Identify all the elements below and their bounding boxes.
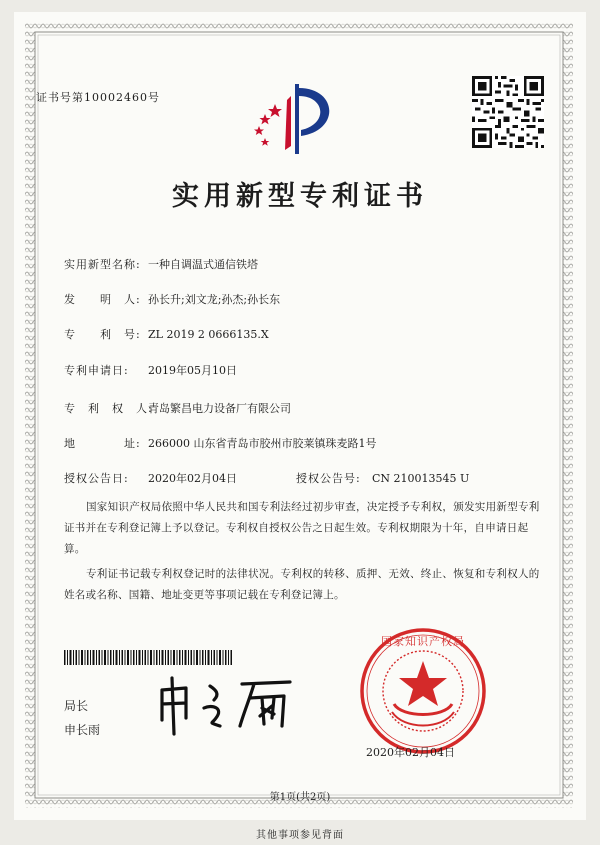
- field-grant-date: [64, 470, 237, 486]
- page-number: 第1页(共2页): [269, 792, 331, 803]
- field-value: CN 210013545 U: [372, 472, 470, 485]
- field-label: 专利申请日:: [64, 364, 129, 377]
- field-utility-model-name: [64, 256, 258, 272]
- field-inventors: [64, 291, 280, 307]
- field-label: 地 址:: [64, 437, 141, 450]
- back-note: 其他事项参见背面: [256, 830, 344, 841]
- field-label: 专 利 号:: [64, 328, 141, 341]
- field-label: 专 利 权 人:: [64, 402, 153, 415]
- certificate-title: 实用新型专利证书: [172, 181, 428, 212]
- field-value: 266000 山东省青岛市胶州市胶莱镇珠麦路1号: [148, 437, 377, 450]
- barcode-icon: [64, 650, 232, 665]
- field-value: 一种自调温式通信铁塔: [148, 258, 258, 271]
- field-label: 授权公告日:: [64, 472, 129, 485]
- field-label: 实用新型名称:: [64, 258, 141, 271]
- field-value: 2020年02月04日: [148, 472, 237, 485]
- qr-code-icon: [472, 76, 544, 148]
- director-title: 局长: [64, 699, 89, 713]
- seal-organization-text: 国家知识产权局: [381, 635, 465, 648]
- field-patent-number: [64, 326, 269, 342]
- legal-status-paragraph: 专利证书记载专利权登记时的法律状况。专利权的转移、质押、无效、终止、恢复和专利权人的姓名或名称、国籍、地址变更等事项记载在专利登记簿上。: [64, 568, 540, 601]
- director-name: 申长雨: [64, 723, 101, 737]
- field-value: 青岛繁昌电力设备厂有限公司: [148, 402, 291, 415]
- field-grant-number: [296, 470, 469, 486]
- field-label: 发 明 人:: [64, 293, 141, 306]
- grant-statement-paragraph: 国家知识产权局依照中华人民共和国专利法经过初步审查，决定授予专利权，颁发实用新型专利证书并在专利登记簿上予以登记。专利权自授权公告之日起生效。专利权期限为十年，自申请日起算。: [64, 501, 540, 555]
- field-address: [64, 435, 377, 451]
- certificate-number: 证书号第10002460号: [36, 91, 160, 104]
- field-application-date: [64, 362, 237, 378]
- field-label: 授权公告号:: [296, 472, 361, 485]
- director-signature-icon: [150, 668, 310, 738]
- field-value: ZL 2019 2 0666135.X: [148, 328, 269, 341]
- seal-date: 2020年02月04日: [366, 746, 455, 759]
- patent-office-logo-icon: [245, 76, 355, 160]
- field-value: 2019年05月10日: [148, 364, 237, 377]
- field-value: 孙长升;刘文龙;孙杰;孙长东: [148, 293, 281, 306]
- field-patentee: [64, 400, 291, 416]
